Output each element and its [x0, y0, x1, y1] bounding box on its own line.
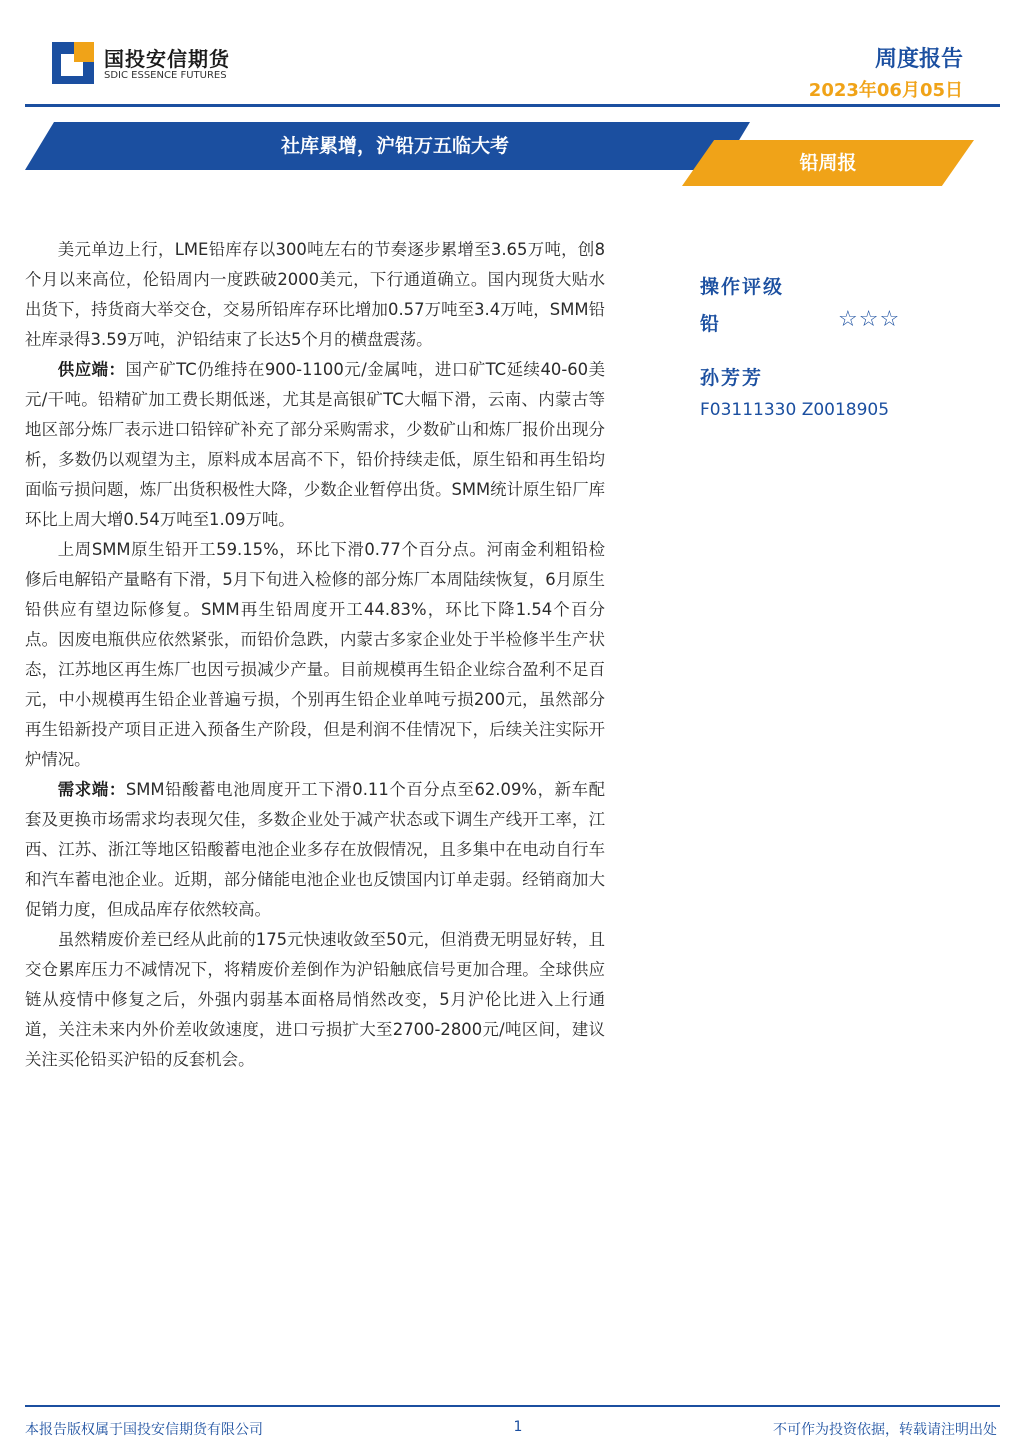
rating-row: [700, 305, 1000, 345]
logo-cn-text: 国投安信期货: [104, 47, 230, 71]
company-logo: [52, 40, 228, 86]
report-body: [25, 235, 605, 1075]
paragraph-production: 上周SMM原生铅开工59.15%，环比下滑0.77个百分点。河南金利粗铅检修后电解铅产量略有下滑，5月下旬进入检修的部分炼厂本周陆续恢复，6月原生铅供应有望边际修复。SMM再生铅周度开工44.83%，环比下降1.54个百分点。因废电瓶供应依然紧张，而铅价急跌，内蒙古多家企业处于半检修半生产状态，江苏地区再生炼厂也因亏损减少产量。目前规模再生铅企业综合盈利不足百元，中小规模再生铅企业普遍亏损，个别再生铅企业单吨亏损200元，虽然部分再生铅新投产项目正进入预备生产阶段，但是利润不佳情况下，后续关注实际开炉情况。: [25, 540, 605, 769]
report-title: 社库累增，沪铅万五临大考: [280, 135, 509, 157]
rating-stars-icon: ☆☆☆: [838, 307, 901, 332]
author-name: 孙芳芳: [700, 367, 764, 389]
report-type: 周度报告: [874, 47, 963, 72]
sidebar: [700, 272, 1000, 420]
rating-item: 铅: [700, 313, 720, 335]
footer-copyright: 本报告版权属于国投安信期货有限公司: [25, 1422, 263, 1438]
logo-mark-icon: [52, 42, 94, 84]
paragraph-demand: [25, 775, 605, 925]
paragraph-outlook: 虽然精废价差已经从此前的175元快速收敛至50元，但消费无明显好转，且交仓累库压力不减情况下，将精废价差倒作为沪铅触底信号更加合理。全球供应链从疫情中修复之后，外强内弱基本面格局悄然改变，5月沪伦比进入上行通道，关注未来内外价差收敛速度，进口亏损扩大至2700-2800元/吨区间，建议关注买伦铅买沪铅的反套机会。: [25, 930, 605, 1069]
report-date: 2023年06月05日: [808, 80, 963, 101]
footer-divider: [25, 1405, 1000, 1407]
demand-label: 需求端：: [57, 780, 126, 799]
page-number: 1: [513, 1419, 523, 1435]
demand-text: SMM铅酸蓄电池周度开工下滑0.11个百分点至62.09%，新车配套及更换市场需求均表现欠佳，多数企业处于减产状态或下调生产线开工率，江西、江苏、浙江等地区铅酸蓄电池企业多存在放假情况，且多集中在电动自行车和汽车蓄电池企业。近期，部分储能电池企业也反馈国内订单走弱。经销商加大促销力度，但成品库存依然较高。: [25, 780, 605, 919]
author-license-id: F03111330 Z0018905: [700, 400, 890, 420]
paragraph-supply: [25, 355, 605, 535]
rating-heading: 操作评级: [700, 276, 785, 298]
footer-disclaimer: 不可作为投资依据，转载请注明出处: [773, 1422, 997, 1438]
supply-label: 供应端：: [57, 360, 126, 379]
header-divider: [25, 104, 1000, 107]
logo-en-text: SDIC ESSENCE FUTURES: [104, 70, 227, 81]
supply-text: 国产矿TC仍维持在900-1100元/金属吨，进口矿TC延续40-60美元/干吨。铅精矿加工费长期低迷，尤其是高银矿TC大幅下滑，云南、内蒙古等地区部分炼厂表示进口铅锌矿补充了部分采购需求，少数矿山和炼厂报价出现分析，多数仍以观望为主，原料成本居高不下，铅价持续走低，原生铅和再生铅均面临亏损问题，炼厂出货积极性大降，少数企业暂停出货。SMM统计原生铅厂库环比上周大增0.54万吨至1.09万吨。: [25, 360, 605, 529]
paragraph-summary: 美元单边上行，LME铅库存以300吨左右的节奏逐步累增至3.65万吨，创8个月以来高位，伦铅周内一度跌破2000美元，下行通道确立。国内现货大贴水出货下，持货商大举交仓，交易所铅库存环比增加0.57万吨至3.4万吨，SMM铅社库录得3.59万吨，沪铅结束了长达5个月的横盘震荡。: [25, 240, 605, 349]
report-tag: 铅周报: [799, 152, 857, 174]
